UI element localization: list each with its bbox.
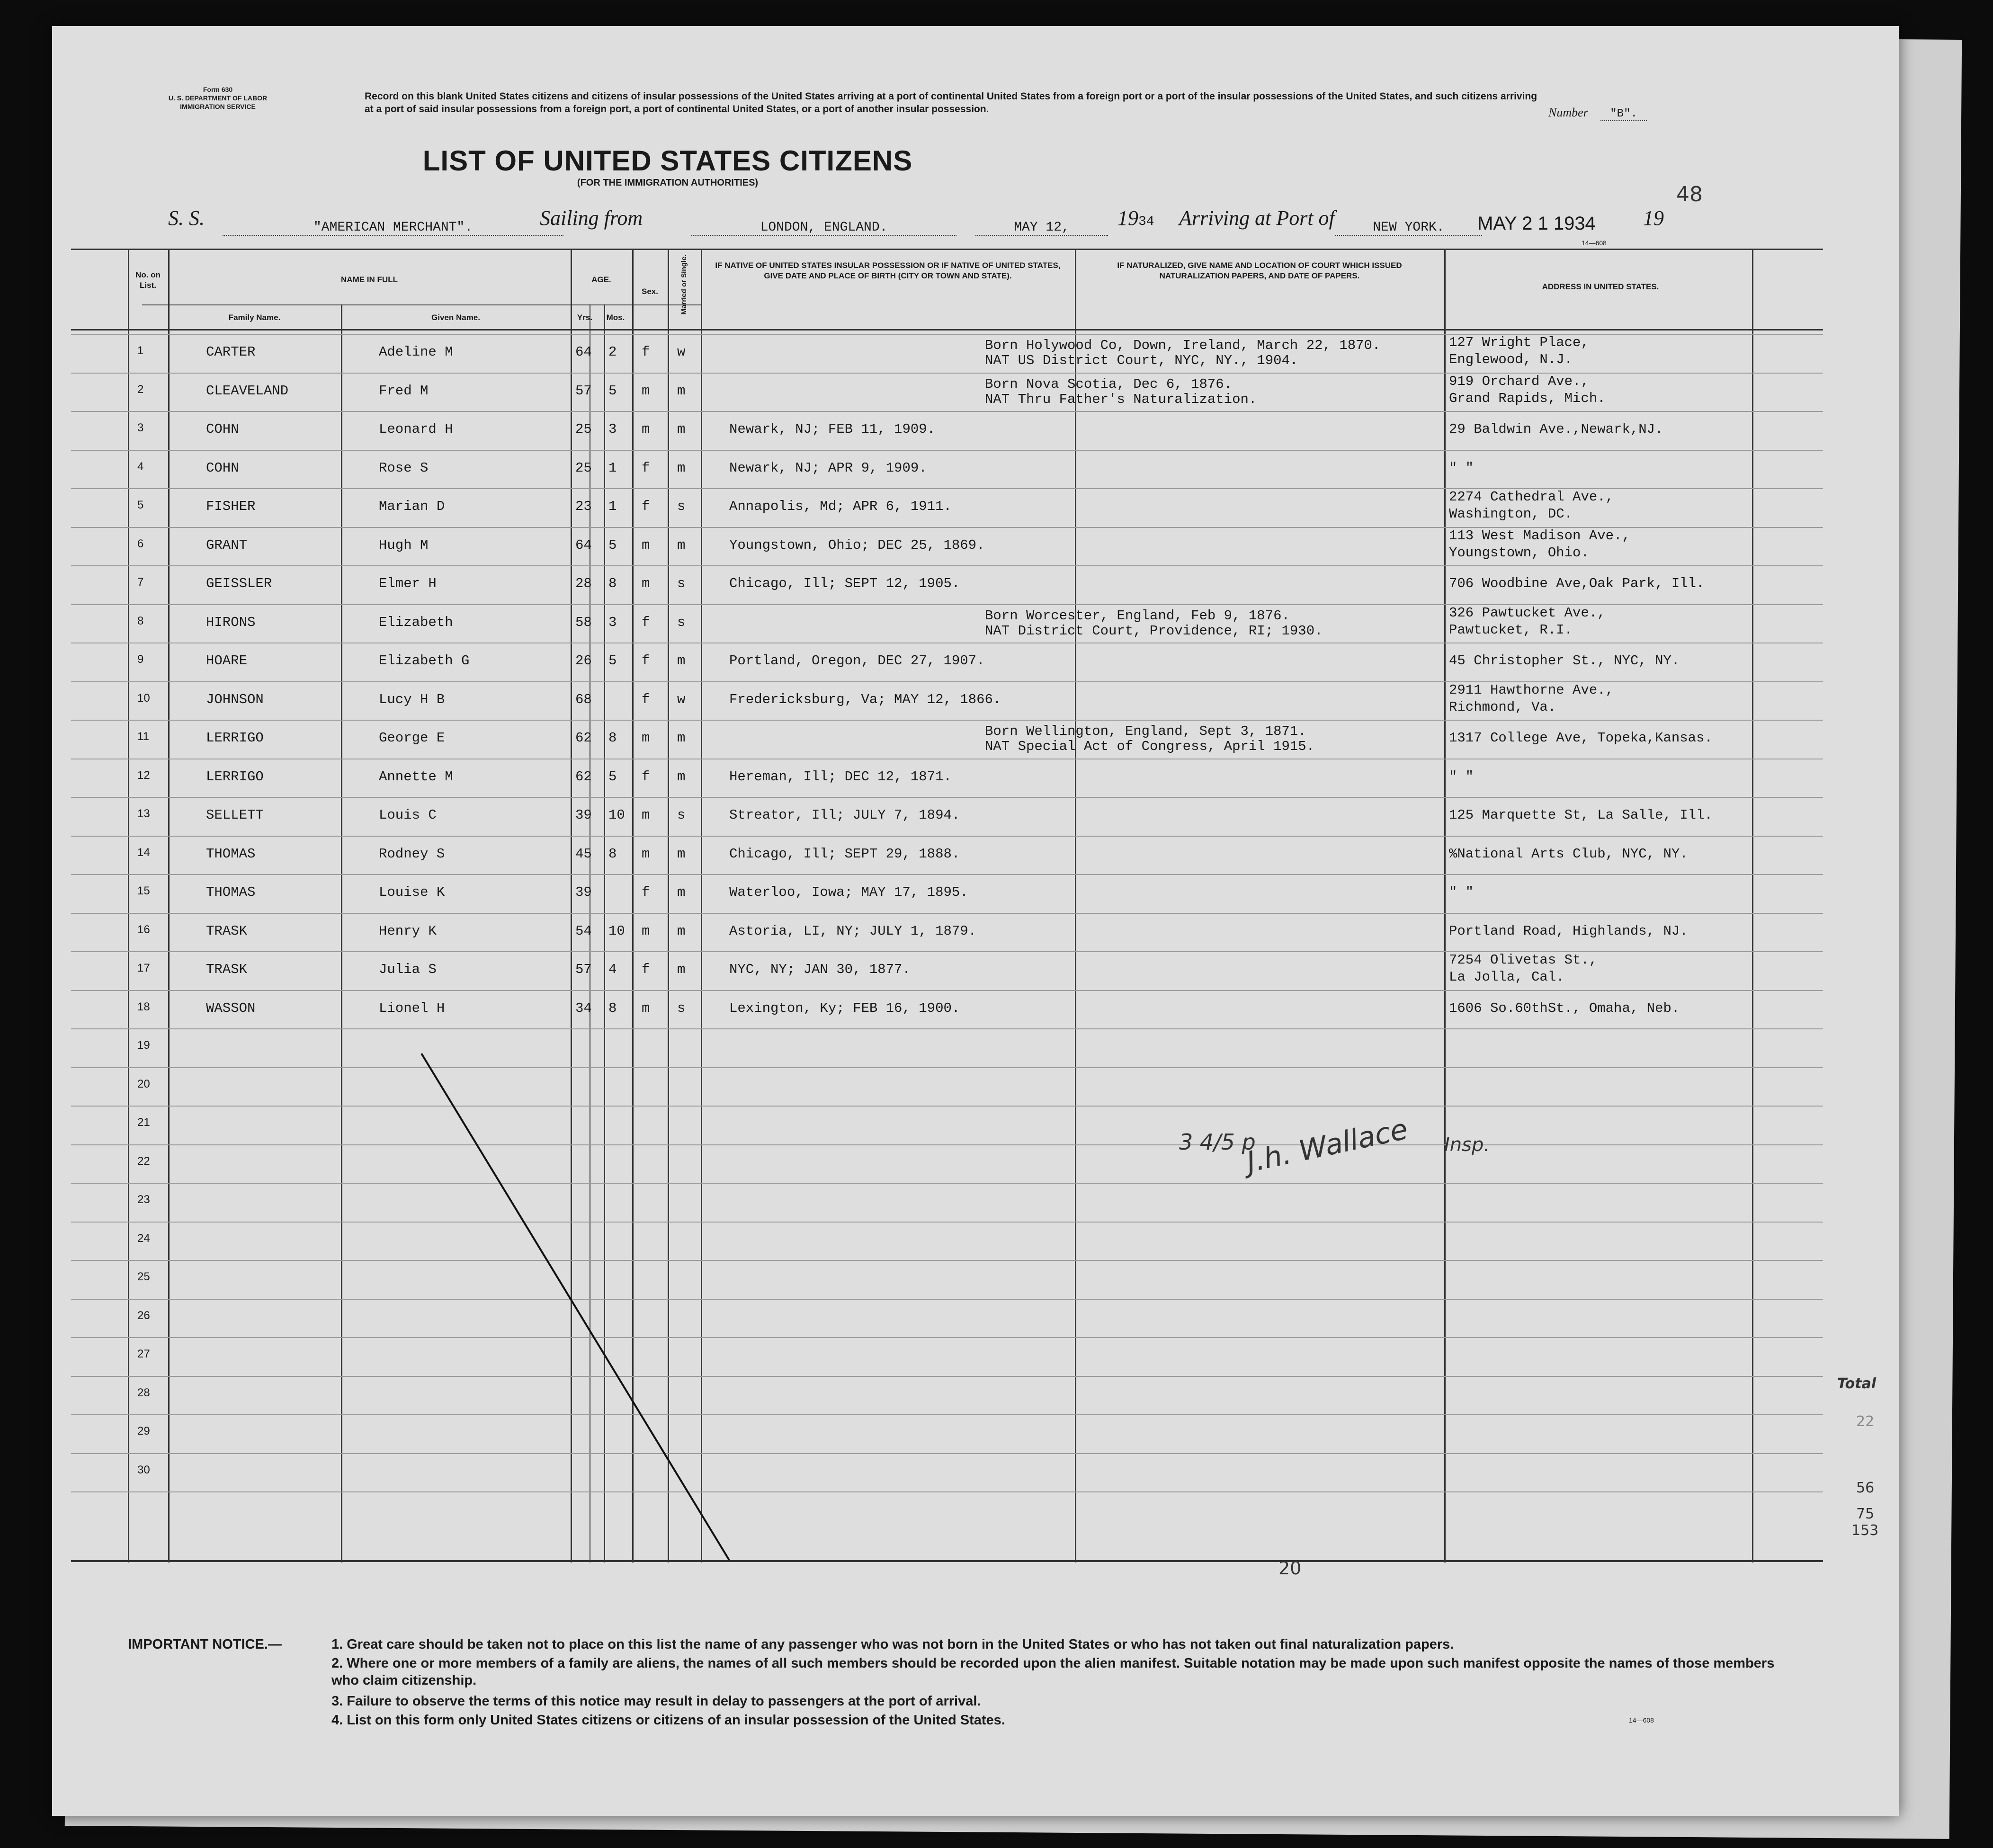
cell-mos: 8: [608, 730, 617, 746]
cell-mos: 5: [608, 768, 617, 785]
cell-given: Rodney S: [379, 846, 445, 862]
cell-mos: 8: [608, 1000, 617, 1016]
cell-ms: m: [677, 460, 686, 476]
cell-address-line1: 2911 Hawthorne Ave.,: [1449, 682, 1614, 698]
cell-family: TRASK: [206, 923, 248, 939]
cell-birth: Hereman, Ill; DEC 12, 1871.: [729, 768, 952, 785]
cell-no: 10: [137, 691, 150, 705]
cell-address-line1: 1317 College Ave, Topeka,Kansas.: [1449, 730, 1713, 746]
notice-item-2: 2. Where one or more members of a family are aliens, the names of all such members should be recorded upon the alien manifest. Suitable notation may be made upon such manifest opposite the names of those members who claim citizenship.: [331, 1656, 1775, 1688]
cell-no: 19: [137, 1039, 150, 1052]
ss-label: S. S.: [168, 206, 205, 230]
cell-no: 2: [137, 383, 144, 396]
cell-given: Annette M: [379, 768, 453, 785]
cell-address-line1: " ": [1449, 768, 1474, 785]
cell-naturalization-birth: Born Worcester, England, Feb 9, 1876.: [985, 607, 1290, 624]
cell-ms: m: [677, 537, 686, 553]
cell-mos: 3: [608, 421, 617, 437]
cell-family: SELLETT: [206, 807, 264, 823]
cell-mos: 5: [608, 653, 617, 669]
cell-address-line2: Pawtucket, R.I.: [1449, 622, 1573, 638]
col-address: ADDRESS IN UNITED STATES.: [1542, 282, 1659, 291]
col-married-single: Married or Single.: [680, 254, 688, 315]
cell-birth: Newark, NJ; FEB 11, 1909.: [729, 421, 936, 437]
cell-birth: Waterloo, Iowa; MAY 17, 1895.: [729, 884, 968, 900]
cell-yrs: 57: [575, 383, 592, 399]
cell-naturalization-court: NAT Thru Father's Naturalization.: [985, 391, 1257, 407]
cell-birth: Annapolis, Md; APR 6, 1911.: [729, 499, 952, 514]
cell-address-line1: 29 Baldwin Ave.,Newark,NJ.: [1449, 421, 1663, 437]
cell-ms: w: [677, 691, 686, 707]
cell-sex: m: [642, 807, 650, 823]
passenger-table: [71, 249, 1823, 1574]
cell-sex: m: [642, 730, 650, 746]
cell-sex: m: [642, 1000, 650, 1016]
cell-no: 5: [137, 499, 144, 511]
cell-naturalization-birth: Born Nova Scotia, Dec 6, 1876.: [985, 376, 1233, 392]
inspector-title: Insp.: [1444, 1134, 1490, 1156]
arrival-port: NEW YORK.: [1335, 220, 1482, 236]
cell-yrs: 28: [575, 576, 592, 591]
cell-family: CARTER: [206, 344, 256, 360]
cell-family: HOARE: [206, 653, 248, 669]
cell-no: 18: [137, 1000, 150, 1013]
cell-address-line1: Portland Road, Highlands, NJ.: [1449, 923, 1688, 939]
cell-address-line1: 919 Orchard Ave.,: [1449, 373, 1589, 389]
cell-yrs: 23: [575, 499, 592, 514]
notice-lead: IMPORTANT NOTICE.—: [128, 1637, 282, 1652]
col-family-name: Family Name.: [228, 313, 281, 322]
inspector-signature: J.h. Wallace: [1243, 1112, 1411, 1179]
cell-no: 9: [137, 653, 144, 666]
cell-sex: f: [642, 499, 650, 514]
form-code-top: 14—608: [1582, 239, 1607, 247]
cell-sex: f: [642, 344, 650, 360]
cell-birth: Youngstown, Ohio; DEC 25, 1869.: [729, 537, 985, 553]
cell-given: George E: [379, 730, 445, 746]
intro-text: Record on this blank United States citizens and citizens of insular possessions of the United States arriving at a port of continental United States from a foreign port or a port of the insular possessions of the United States, and such citizens arriving at a port of said insular possessions from a foreign port, a port of continental United States, or a port of another insular possession.: [365, 91, 1537, 115]
cell-no: 12: [137, 768, 150, 782]
cell-ms: m: [677, 383, 686, 399]
cell-naturalization-court: NAT Special Act of Congress, April 1915.: [985, 739, 1315, 754]
cell-no: 11: [137, 730, 149, 743]
form-code-bottom: 14—608: [1629, 1716, 1654, 1724]
cell-sex: f: [642, 691, 650, 707]
cell-family: COHN: [206, 460, 239, 476]
cell-address-line1: 7254 Olivetas St.,: [1449, 952, 1598, 968]
cell-address-line2: Richmond, Va.: [1449, 699, 1556, 715]
cell-given: Elizabeth G: [379, 653, 470, 669]
cell-given: Marian D: [379, 499, 445, 514]
cell-no: 17: [137, 962, 150, 974]
cell-birth: Chicago, Ill; SEPT 29, 1888.: [729, 846, 960, 862]
cell-family: COHN: [206, 421, 239, 437]
cell-address-line1: 125 Marquette St, La Salle, Ill.: [1449, 807, 1713, 823]
side-num-3: 75: [1856, 1506, 1875, 1522]
cell-yrs: 64: [575, 344, 592, 360]
cell-yrs: 64: [575, 537, 592, 553]
cell-family: LERRIGO: [206, 768, 264, 785]
cell-no: 1: [137, 344, 144, 357]
cell-ms: m: [677, 962, 686, 977]
cell-address-line2: Washington, DC.: [1449, 506, 1573, 522]
cancellation-diagonal: [421, 1053, 729, 1560]
service-label: IMMIGRATION SERVICE: [180, 103, 256, 110]
notice-item-3: 3. Failure to observe the terms of this notice may result in delay to passengers at the port of arrival.: [331, 1694, 981, 1709]
col-mos: Mos.: [606, 313, 625, 322]
cell-naturalization-birth: Born Holywood Co, Down, Ireland, March 22, 1870.: [985, 338, 1381, 353]
cell-no: 13: [137, 807, 150, 820]
cell-given: Adeline M: [379, 344, 453, 360]
cell-address-line1: 706 Woodbine Ave,Oak Park, Ill.: [1449, 576, 1705, 591]
cell-sex: f: [642, 884, 650, 900]
cell-birth: Chicago, Ill; SEPT 12, 1905.: [729, 576, 960, 591]
cell-address-line1: 2274 Cathedral Ave.,: [1449, 489, 1614, 505]
cell-given: Fred M: [379, 383, 429, 399]
cell-sex: f: [642, 460, 650, 476]
cell-yrs: 62: [575, 730, 592, 746]
cell-yrs: 25: [575, 421, 592, 437]
cell-no: 26: [137, 1309, 150, 1322]
cell-no: 14: [137, 846, 150, 859]
cell-ms: m: [677, 730, 686, 746]
cell-no: 3: [137, 421, 144, 434]
form-agency-block: [137, 85, 298, 111]
cell-address-line1: " ": [1449, 884, 1474, 900]
cell-birth: Portland, Oregon, DEC 27, 1907.: [729, 653, 985, 669]
date-stamp: MAY 2 1 1934: [1477, 213, 1596, 234]
col-native-birth: IF NATIVE OF UNITED STATES INSULAR POSSESSION OR IF NATIVE OF UNITED STATES, GIVE DATE AND PLACE OF BIRTH (CITY OR TOWN AND STATE).: [715, 261, 1061, 280]
cell-birth: Streator, Ill; JULY 7, 1894.: [729, 807, 960, 823]
cell-address-line1: 1606 So.60thSt., Omaha, Neb.: [1449, 1000, 1680, 1016]
cell-sex: f: [642, 653, 650, 669]
cell-address-line2: Grand Rapids, Mich.: [1449, 390, 1606, 406]
cell-yrs: 39: [575, 807, 592, 823]
sailing-year: [1117, 206, 1154, 230]
cell-no: 7: [137, 576, 144, 589]
col-yrs: Yrs.: [577, 313, 593, 322]
cell-birth: Lexington, Ky; FEB 16, 1900.: [729, 1000, 960, 1016]
cell-ms: m: [677, 768, 686, 785]
cell-birth: Astoria, LI, NY; JULY 1, 1879.: [729, 923, 977, 939]
cell-sex: f: [642, 768, 650, 785]
cell-given: Rose S: [379, 460, 429, 476]
cell-family: CLEAVELAND: [206, 383, 289, 399]
cell-family: JOHNSON: [206, 691, 264, 707]
cell-no: 24: [137, 1232, 150, 1245]
cell-mos: 5: [608, 537, 617, 553]
cell-family: FISHER: [206, 499, 256, 514]
year-value: 34: [1138, 214, 1154, 229]
cell-ms: m: [677, 846, 686, 862]
col-sex: Sex.: [642, 287, 658, 296]
cell-sex: m: [642, 537, 650, 553]
cell-address-line1: %National Arts Club, NYC, NY.: [1449, 846, 1688, 862]
notice-item-1: 1. Great care should be taken not to place on this list the name of any passenger who was not born in the United States or who has not taken out final naturalization papers.: [331, 1637, 1454, 1652]
cell-mos: 10: [608, 923, 625, 939]
cell-mos: 2: [608, 344, 617, 360]
manifest-sheet: [52, 26, 1899, 1816]
cell-given: Hugh M: [379, 537, 429, 553]
col-given-name: Given Name.: [431, 313, 480, 322]
cell-address-line1: " ": [1449, 460, 1474, 476]
cell-mos: 5: [608, 383, 617, 399]
side-total-label: Total: [1837, 1375, 1877, 1392]
cell-birth: Newark, NJ; APR 9, 1909.: [729, 460, 927, 476]
cell-address-line2: Youngstown, Ohio.: [1449, 545, 1589, 561]
handwritten-page-number: 48: [1676, 182, 1703, 206]
list-number: [1548, 106, 1647, 120]
cell-ms: s: [677, 1000, 686, 1016]
cell-yrs: 45: [575, 846, 592, 862]
col-name-in-full: NAME IN FULL: [341, 275, 398, 284]
cell-ms: m: [677, 884, 686, 900]
sailing-date: MAY 12,: [975, 220, 1108, 236]
cell-family: GEISSLER: [206, 576, 272, 591]
cell-ms: m: [677, 653, 686, 669]
arriving-label: Arriving at Port of: [1179, 206, 1335, 230]
cell-address-line2: Englewood, N.J.: [1449, 352, 1573, 367]
cell-given: Julia S: [379, 962, 437, 977]
cell-address-line2: La Jolla, Cal.: [1449, 969, 1564, 985]
arrival-year-prefix: 19: [1643, 206, 1664, 230]
cell-no: 6: [137, 537, 144, 550]
cell-mos: 8: [608, 846, 617, 862]
cell-sex: m: [642, 576, 650, 591]
cell-family: LERRIGO: [206, 730, 264, 746]
cell-no: 29: [137, 1425, 150, 1437]
cell-ms: s: [677, 614, 686, 630]
cell-given: Lucy H B: [379, 691, 445, 707]
cell-yrs: 25: [575, 460, 592, 476]
cell-ms: m: [677, 421, 686, 437]
cell-ms: w: [677, 344, 686, 360]
cell-family: HIRONS: [206, 614, 256, 630]
cell-birth: Fredericksburg, Va; MAY 12, 1866.: [729, 691, 1001, 707]
cell-no: 20: [137, 1077, 150, 1090]
cell-no: 28: [137, 1386, 150, 1399]
cell-family: GRANT: [206, 537, 248, 553]
cell-given: Lionel H: [379, 1000, 445, 1016]
cell-family: WASSON: [206, 1000, 256, 1016]
col-naturalized: IF NATURALIZED, GIVE NAME AND LOCATION OF COURT WHICH ISSUED NATURALIZATION PAPERS, AND DATE OF PAPERS.: [1117, 261, 1402, 280]
col-age: AGE.: [591, 275, 611, 284]
cell-yrs: 68: [575, 691, 592, 707]
ship-name: "AMERICAN MERCHANT".: [223, 220, 563, 236]
cell-sex: m: [642, 923, 650, 939]
cell-no: 27: [137, 1348, 150, 1360]
handwritten-note: 3 4/5 p: [1179, 1129, 1256, 1155]
strike-line-svg: [71, 249, 1823, 1574]
cell-naturalization-birth: Born Wellington, England, Sept 3, 1871.: [985, 723, 1306, 739]
cell-given: Louise K: [379, 884, 445, 900]
cell-family: TRASK: [206, 962, 248, 977]
page-footer-number: 20: [1278, 1558, 1302, 1579]
side-num-1: 22: [1856, 1413, 1875, 1430]
cell-no: 16: [137, 923, 150, 936]
form-number: Form 630: [203, 86, 233, 93]
cell-family: THOMAS: [206, 884, 256, 900]
cell-yrs: 34: [575, 1000, 592, 1016]
cell-sex: f: [642, 962, 650, 977]
department-label: U. S. DEPARTMENT OF LABOR: [168, 94, 268, 102]
cell-yrs: 39: [575, 884, 592, 900]
page-subtitle: (FOR THE IMMIGRATION AUTHORITIES): [577, 178, 759, 188]
cell-no: 15: [137, 884, 150, 897]
cell-yrs: 58: [575, 614, 592, 630]
cell-sex: m: [642, 383, 650, 399]
cell-address-line1: 113 West Madison Ave.,: [1449, 527, 1630, 544]
number-label: Number: [1548, 106, 1588, 119]
cell-birth: NYC, NY; JAN 30, 1877.: [729, 962, 911, 977]
cell-mos: 1: [608, 499, 617, 514]
cell-no: 23: [137, 1193, 150, 1206]
cell-no: 22: [137, 1154, 150, 1168]
year-prefix: 19: [1117, 206, 1138, 230]
side-num-4: 153: [1851, 1522, 1879, 1539]
cell-no: 30: [137, 1463, 150, 1476]
cell-address-line1: 326 Pawtucket Ave.,: [1449, 605, 1606, 621]
page-title: LIST OF UNITED STATES CITIZENS: [422, 145, 913, 177]
cell-yrs: 62: [575, 768, 592, 785]
cell-yrs: 57: [575, 962, 592, 977]
cell-no: 4: [137, 460, 144, 473]
cell-given: Elizabeth: [379, 614, 453, 630]
cell-ms: s: [677, 576, 686, 591]
number-value: "B".: [1600, 107, 1647, 121]
cell-ms: m: [677, 923, 686, 939]
cell-mos: 8: [608, 576, 617, 591]
cell-given: Elmer H: [379, 576, 437, 591]
cell-naturalization-court: NAT District Court, Providence, RI; 1930.: [985, 623, 1323, 639]
cell-mos: 4: [608, 962, 617, 977]
cell-address-line1: 127 Wright Place,: [1449, 335, 1589, 350]
cell-no: 25: [137, 1270, 150, 1283]
sailing-label: Sailing from: [540, 206, 643, 230]
cell-given: Leonard H: [379, 421, 453, 437]
cell-mos: 10: [608, 807, 625, 823]
cell-yrs: 26: [575, 653, 592, 669]
cell-sex: m: [642, 846, 650, 862]
cell-sex: f: [642, 614, 650, 630]
side-num-2: 56: [1856, 1480, 1875, 1496]
cell-mos: 1: [608, 460, 617, 476]
cell-yrs: 54: [575, 923, 592, 939]
cell-address-line1: 45 Christopher St., NYC, NY.: [1449, 653, 1680, 669]
cell-naturalization-court: NAT US District Court, NYC, NY., 1904.: [985, 353, 1298, 368]
cell-given: Louis C: [379, 807, 437, 823]
notice-item-4: 4. List on this form only United States citizens or citizens of an insular possession of the United States.: [331, 1713, 1005, 1728]
col-no: No. on List.: [135, 270, 161, 290]
cell-sex: m: [642, 421, 650, 437]
sailing-from: LONDON, ENGLAND.: [691, 220, 956, 236]
cell-given: Henry K: [379, 923, 437, 939]
cell-no: 8: [137, 614, 144, 627]
cell-ms: s: [677, 807, 686, 823]
cell-family: THOMAS: [206, 846, 256, 862]
cell-no: 21: [137, 1116, 150, 1129]
cell-ms: s: [677, 499, 686, 514]
cell-mos: 3: [608, 614, 617, 630]
